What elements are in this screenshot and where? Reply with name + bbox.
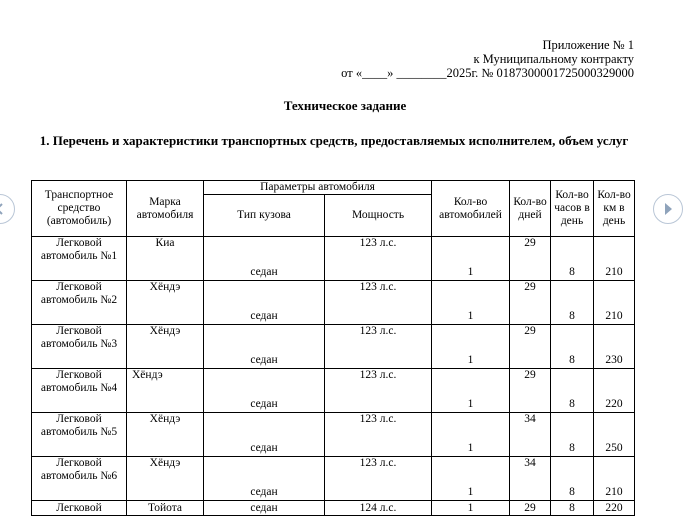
- cell-days: 34: [510, 457, 551, 501]
- appendix-line-3: от «____» ________2025г. № 0187300001725000329000: [341, 66, 634, 80]
- cell-body-type: седан: [204, 237, 325, 281]
- cell-count: 1: [432, 501, 510, 516]
- chevron-right-icon: [661, 202, 675, 216]
- table-row: [32, 457, 635, 501]
- cell-km: 250: [594, 413, 635, 457]
- cell-body-type: седан: [204, 501, 325, 516]
- cell-power: 123 л.с.: [325, 457, 432, 501]
- cell-count: 1: [432, 325, 510, 369]
- table-row: [32, 281, 635, 325]
- cell-body-type: седан: [204, 369, 325, 413]
- cell-vehicle: Легковой: [32, 501, 127, 516]
- vehicle-spec-table: [31, 180, 635, 516]
- cell-hours: 8: [551, 237, 594, 281]
- cell-brand: Тойота: [127, 501, 204, 516]
- header-km: Кол-во км в день: [594, 181, 635, 237]
- cell-hours: 8: [551, 413, 594, 457]
- appendix-line-1: Приложение № 1: [542, 38, 634, 52]
- cell-brand: Киа: [127, 237, 204, 281]
- header-days: Кол-во дней: [510, 181, 551, 237]
- table-row: [32, 501, 635, 516]
- cell-km: 220: [594, 501, 635, 516]
- cell-days: 29: [510, 369, 551, 413]
- cell-vehicle: Легковой автомобиль №1: [32, 237, 127, 281]
- table-row: [32, 325, 635, 369]
- cell-days: 29: [510, 237, 551, 281]
- header-params: Параметры автомобиля: [204, 181, 432, 195]
- cell-power: 123 л.с.: [325, 237, 432, 281]
- cell-brand: Хёндэ: [127, 281, 204, 325]
- cell-days: 29: [510, 281, 551, 325]
- table-row: [32, 237, 635, 281]
- cell-body-type: седан: [204, 281, 325, 325]
- table-row: [32, 413, 635, 457]
- cell-brand: Хёндэ: [127, 457, 204, 501]
- cell-days: 29: [510, 325, 551, 369]
- cell-hours: 8: [551, 501, 594, 516]
- cell-brand: Хёндэ: [127, 325, 204, 369]
- header-hours: Кол-во часов в день: [551, 181, 594, 237]
- header-power: Мощность: [325, 195, 432, 237]
- header-count: Кол-во автомобилей: [432, 181, 510, 237]
- cell-vehicle: Легковой автомобиль №4: [32, 369, 127, 413]
- cell-km: 230: [594, 325, 635, 369]
- header-body-type: Тип кузова: [204, 195, 325, 237]
- appendix-line-2: к Муниципальному контракту: [473, 52, 634, 66]
- cell-power: 123 л.с.: [325, 325, 432, 369]
- cell-km: 210: [594, 237, 635, 281]
- cell-count: 1: [432, 369, 510, 413]
- cell-vehicle: Легковой автомобиль №3: [32, 325, 127, 369]
- header-vehicle: Транспортное средство (автомобиль): [32, 181, 127, 237]
- cell-km: 210: [594, 281, 635, 325]
- cell-power: 124 л.с.: [325, 501, 432, 516]
- cell-body-type: седан: [204, 325, 325, 369]
- cell-count: 1: [432, 237, 510, 281]
- cell-hours: 8: [551, 281, 594, 325]
- cell-power: 123 л.с.: [325, 369, 432, 413]
- cell-km: 220: [594, 369, 635, 413]
- cell-hours: 8: [551, 325, 594, 369]
- cell-vehicle: Легковой автомобиль №6: [32, 457, 127, 501]
- cell-days: 34: [510, 413, 551, 457]
- chevron-left-icon: [0, 202, 7, 216]
- section-title: 1. Перечень и характеристики транспортных средств, предоставляемых исполнителем, объем услуг: [39, 133, 629, 148]
- cell-power: 123 л.с.: [325, 281, 432, 325]
- cell-km: 210: [594, 457, 635, 501]
- cell-brand: Хёндэ: [127, 413, 204, 457]
- header-brand: Марка автомобиля: [127, 181, 204, 237]
- cell-power: 123 л.с.: [325, 413, 432, 457]
- cell-vehicle: Легковой автомобиль №2: [32, 281, 127, 325]
- previous-page-button[interactable]: [0, 194, 15, 224]
- cell-count: 1: [432, 413, 510, 457]
- table-row: [32, 369, 635, 413]
- cell-brand: Хёндэ: [127, 369, 204, 413]
- cell-hours: 8: [551, 457, 594, 501]
- cell-body-type: седан: [204, 413, 325, 457]
- cell-vehicle: Легковой автомобиль №5: [32, 413, 127, 457]
- next-page-button[interactable]: [653, 194, 683, 224]
- cell-count: 1: [432, 457, 510, 501]
- cell-days: 29: [510, 501, 551, 516]
- cell-body-type: седан: [204, 457, 325, 501]
- cell-count: 1: [432, 281, 510, 325]
- cell-hours: 8: [551, 369, 594, 413]
- document-title: Техническое задание: [283, 98, 407, 113]
